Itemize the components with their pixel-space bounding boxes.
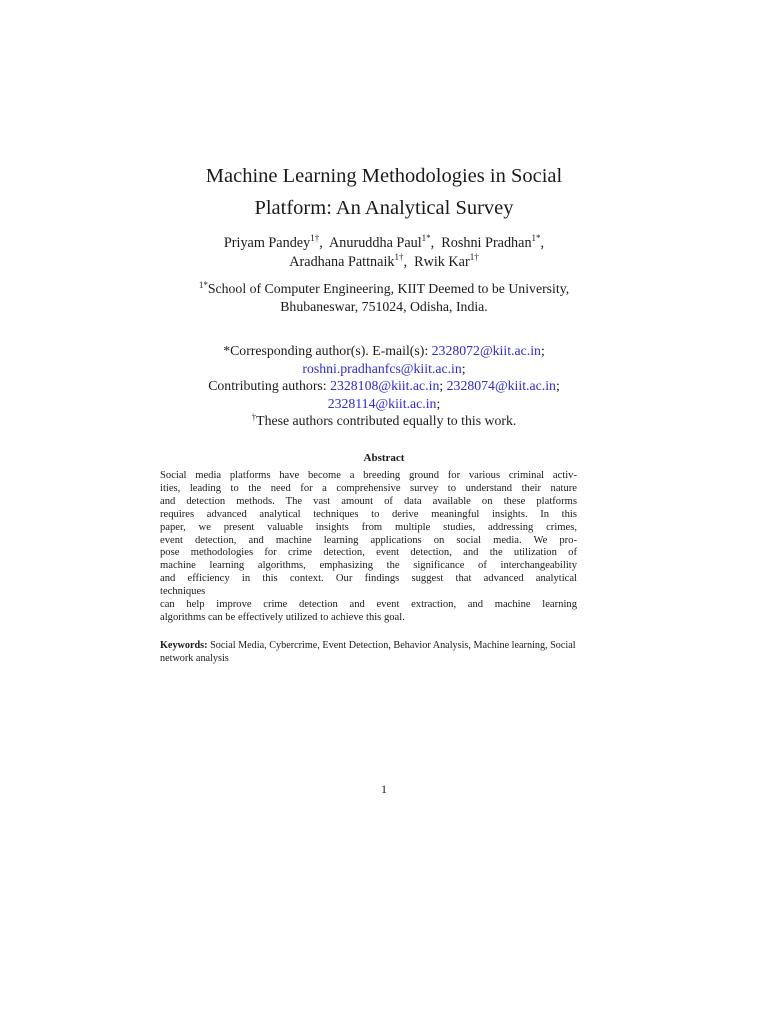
keywords-text: Social Media, Cybercrime, Event Detection, Behavior Analysis, Machine learning, Social network analysis xyxy=(160,640,576,664)
author-name: Aradhana Pattnaik xyxy=(289,253,395,270)
abstract-line: and detection methods. The vast amount of data available on these platforms xyxy=(160,495,577,507)
author-mark: 1* xyxy=(421,233,431,243)
keywords xyxy=(160,640,577,666)
abstract-line: Social media platforms have become a breeding ground for various criminal activ- xyxy=(160,470,577,481)
corresponding-label: *Corresponding author(s). E-mail(s): xyxy=(223,343,432,358)
contributing-label: Contributing authors: xyxy=(208,378,331,393)
title-line-2: Platform: An Analytical Survey xyxy=(254,197,514,219)
author-name: Roshni Pradhan xyxy=(441,235,532,251)
abstract-line: ities, leading to the need for a comprehensive survey to understand their nature xyxy=(160,482,577,494)
email-link[interactable]: roshni.pradhanfcs@kiit.ac.in xyxy=(302,360,462,376)
title-line-1: Machine Learning Methodologies in Social xyxy=(205,165,563,187)
page-number: 1 xyxy=(381,782,387,796)
abstract-line: event detection, and machine learning applications on social media. We pro- xyxy=(160,534,577,546)
equal-contribution-note: These authors contributed equally to this work. xyxy=(256,413,517,428)
email-link[interactable]: 2328072@kiit.ac.in xyxy=(431,343,541,358)
author-list: Priyam Pandey$^{1\dagger}$, Anuruddha Paul$^{1*}$, Roshni Pradhan$^{1*}$, Aradhana Pattnaik$^{1\dagger}$, Rwik Kar$^{1\dagger}$ xyxy=(223,233,545,270)
paper-title xyxy=(120,160,648,224)
author-name: Anuruddha Paul xyxy=(329,235,422,251)
email-link[interactable]: 2328074@kiit.ac.in xyxy=(446,378,556,393)
author-mark: 1* xyxy=(531,233,541,243)
affiliation xyxy=(140,280,628,316)
author-mark: 1† xyxy=(394,251,404,262)
affiliation-line-2: Bhubaneswar, 751024, Odisha, India. xyxy=(280,299,488,314)
abstract-line: can help improve crime detection and event extraction, and machine learning xyxy=(160,599,577,611)
email-link[interactable]: 2328114@kiit.ac.in xyxy=(327,395,437,411)
abstract-line: machine learning algorithms, emphasizing the significance of interchangeability xyxy=(160,560,577,572)
abstract-line: and efficiency in this context. Our findings suggest that advanced analytical xyxy=(160,573,577,585)
email-link[interactable]: 2328108@kiit.ac.in xyxy=(330,378,440,393)
contact-block: *Corresponding author(s). E-mail(s): 2328072@kiit.ac.in; roshni.pradhanfcs@kiit.ac.in; Contributing authors: 2328108@kiit.ac.in; 2328074@kiit.ac.in; 2328114@kiit.ac.in; †These authors contributed equally to this work. xyxy=(208,343,560,428)
author-mark: 1† xyxy=(310,233,320,243)
keywords-label: Keywords: xyxy=(160,640,208,651)
author-name: Rwik Kar xyxy=(414,253,470,270)
abstract-line: pose methodologies for crime detection, event detection, and the utilization of xyxy=(160,547,577,559)
affiliation-mark: 1* xyxy=(198,280,208,290)
abstract-line: paper, we present valuable insights from multiple studies, addressing crimes, xyxy=(160,521,577,533)
abstract-line: requires advanced analytical techniques to derive meaningful insights. In this xyxy=(160,508,577,520)
abstract-heading: Abstract xyxy=(363,452,405,464)
abstract-body xyxy=(160,470,577,625)
equal-contribution-mark: † xyxy=(251,412,257,422)
affiliation-line-1: School of Computer Engineering, KIIT Deemed to be University, xyxy=(207,281,570,296)
abstract-line: techniques xyxy=(160,586,206,598)
author-name: Priyam Pandey xyxy=(223,235,311,251)
author-mark: 1† xyxy=(469,251,479,262)
abstract-line: algorithms can be effectively utilized to achieve this goal. xyxy=(160,611,405,623)
